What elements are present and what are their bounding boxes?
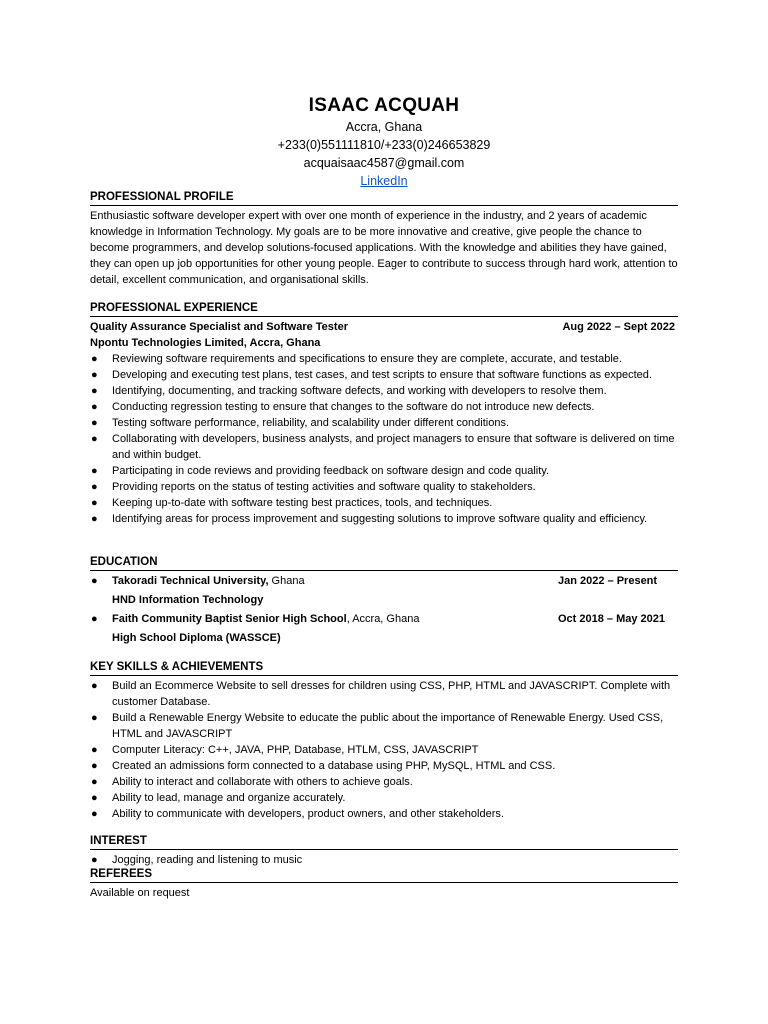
list-item: ● Ability to communicate with developers, product owners, and other stakeholders.: [91, 808, 504, 820]
bullet-icon: ●: [91, 575, 98, 587]
phone-text: +233(0)551111810/+233(0)246653829: [277, 138, 491, 152]
bullet-icon: ●: [91, 712, 98, 724]
section-title-referees: REFEREES: [90, 867, 678, 883]
education-entry: [90, 611, 678, 627]
email-text: acquaisaac4587@gmail.com: [303, 156, 465, 170]
bullet-icon: ●: [91, 854, 98, 866]
qualification-text: High School Diploma (WASSCE): [112, 632, 281, 644]
job-company: Npontu Technologies Limited, Accra, Ghana: [90, 337, 321, 349]
job-dates: Aug 2022 – Sept 2022: [562, 321, 675, 333]
bullet-icon: ●: [91, 433, 98, 445]
list-item: ● Build an Ecommerce Website to sell dresses for children using CSS, PHP, HTML and JAVASCRIPT. Complete with customer Database.: [91, 680, 671, 708]
list-item: ● Created an admissions form connected to a database using PHP, MySQL, HTML and CSS.: [91, 760, 556, 772]
school-name: Faith Community Baptist Senior High School: [112, 613, 347, 625]
list-item: ● Providing reports on the status of testing activities and software quality to stakeholders.: [91, 481, 536, 493]
list-item: ● Developing and executing test plans, test cases, and test scripts to ensure that software functions as expected.: [91, 369, 652, 381]
bullet-icon: ●: [91, 808, 98, 820]
candidate-name: ISAAC ACQUAH: [308, 95, 460, 116]
referees-section: [90, 867, 678, 901]
list-item: ● Keeping up-to-date with software testing best practices, tools, and techniques.: [91, 497, 493, 509]
section-title-interest: INTEREST: [90, 834, 678, 850]
education-dates: Jan 2022 – Present: [558, 575, 658, 587]
bullet-icon: ●: [91, 465, 98, 477]
list-item: ● Jogging, reading and listening to music: [91, 854, 303, 866]
list-item: ● Identifying areas for process improvement and suggesting solutions to improve software quality and efficiency.: [91, 513, 648, 525]
skills-bullet-list: [90, 678, 678, 822]
education-dates: Oct 2018 – May 2021: [558, 613, 666, 625]
list-item: ● Ability to interact and collaborate with others to achieve goals.: [91, 776, 413, 788]
bullet-icon: ●: [91, 760, 98, 772]
bullet-icon: ●: [91, 417, 98, 429]
education-entry: [90, 573, 678, 589]
education-section: [90, 555, 678, 649]
bullet-icon: ●: [91, 792, 98, 804]
list-item: ● Ability to lead, manage and organize accurately.: [91, 792, 346, 804]
bullet-icon: ●: [91, 369, 98, 381]
section-title-profile: PROFESSIONAL PROFILE: [90, 190, 678, 206]
school-location: Ghana: [268, 575, 305, 587]
location-text: Accra, Ghana: [345, 120, 423, 134]
list-item: ● Computer Literacy: C++, JAVA, PHP, Database, HTLM, CSS, JAVASCRIPT: [91, 744, 479, 756]
linkedin-link[interactable]: LinkedIn: [360, 174, 408, 188]
profile-section: [90, 190, 678, 288]
bullet-icon: ●: [91, 680, 98, 692]
bullet-icon: ●: [91, 385, 98, 397]
list-item: ● Conducting regression testing to ensure that changes to the software do not introduce new defects.: [91, 401, 595, 413]
bullet-icon: ●: [91, 401, 98, 413]
bullet-icon: ●: [91, 744, 98, 756]
job-title: Quality Assurance Specialist and Software Tester: [90, 321, 348, 333]
school-name: Takoradi Technical University,: [112, 575, 269, 587]
list-item: ● Testing software performance, reliability, and scalability under different conditions.: [91, 417, 510, 429]
list-item: ● Identifying, documenting, and tracking software defects, and working with developers to resolve them.: [91, 385, 607, 397]
qualification-text: HND Information Technology: [112, 594, 264, 606]
job-header: [90, 319, 678, 335]
list-item: ● Collaborating with developers, business analysts, and project managers to ensure that software is delivered on time and within budget.: [91, 433, 675, 461]
bullet-icon: ●: [91, 613, 98, 625]
section-title-education: EDUCATION: [90, 555, 678, 571]
profile-text: Enthusiastic software developer expert with over one month of experience in the industry, and 2 years of academic knowledge in Information Technology. My goals are to be more innovative and creative, give people the chance to become programmers, and develop solutions-focused applications. With the knowledge and abilities they have gained, they can open up job opportunities for other young people. Eager to contribute to success through hard work, attention to detail, excellent communication, and organisational skills.: [90, 210, 678, 286]
experience-section: [90, 301, 678, 527]
bullet-icon: ●: [91, 513, 98, 525]
section-title-experience: PROFESSIONAL EXPERIENCE: [90, 301, 678, 317]
resume-header: [0, 94, 768, 190]
section-title-skills: KEY SKILLS & ACHIEVEMENTS: [90, 660, 678, 676]
referees-text: Available on request: [90, 887, 190, 899]
bullet-icon: ●: [91, 353, 98, 365]
bullet-icon: ●: [91, 776, 98, 788]
bullet-icon: ●: [91, 481, 98, 493]
list-item: ● Participating in code reviews and providing feedback on software design and code quality.: [91, 465, 550, 477]
interest-section: [90, 834, 678, 868]
experience-bullet-list: [90, 351, 678, 527]
skills-section: [90, 660, 678, 822]
bullet-icon: ●: [91, 497, 98, 509]
list-item: ● Reviewing software requirements and specifications to ensure they are complete, accurate, and testable.: [91, 353, 622, 365]
interest-bullet-list: [90, 852, 678, 868]
list-item: ● Build a Renewable Energy Website to educate the public about the importance of Renewable Energy. Used CSS, HTML and JAVASCRIPT: [91, 712, 664, 740]
school-location: , Accra, Ghana: [346, 613, 420, 625]
